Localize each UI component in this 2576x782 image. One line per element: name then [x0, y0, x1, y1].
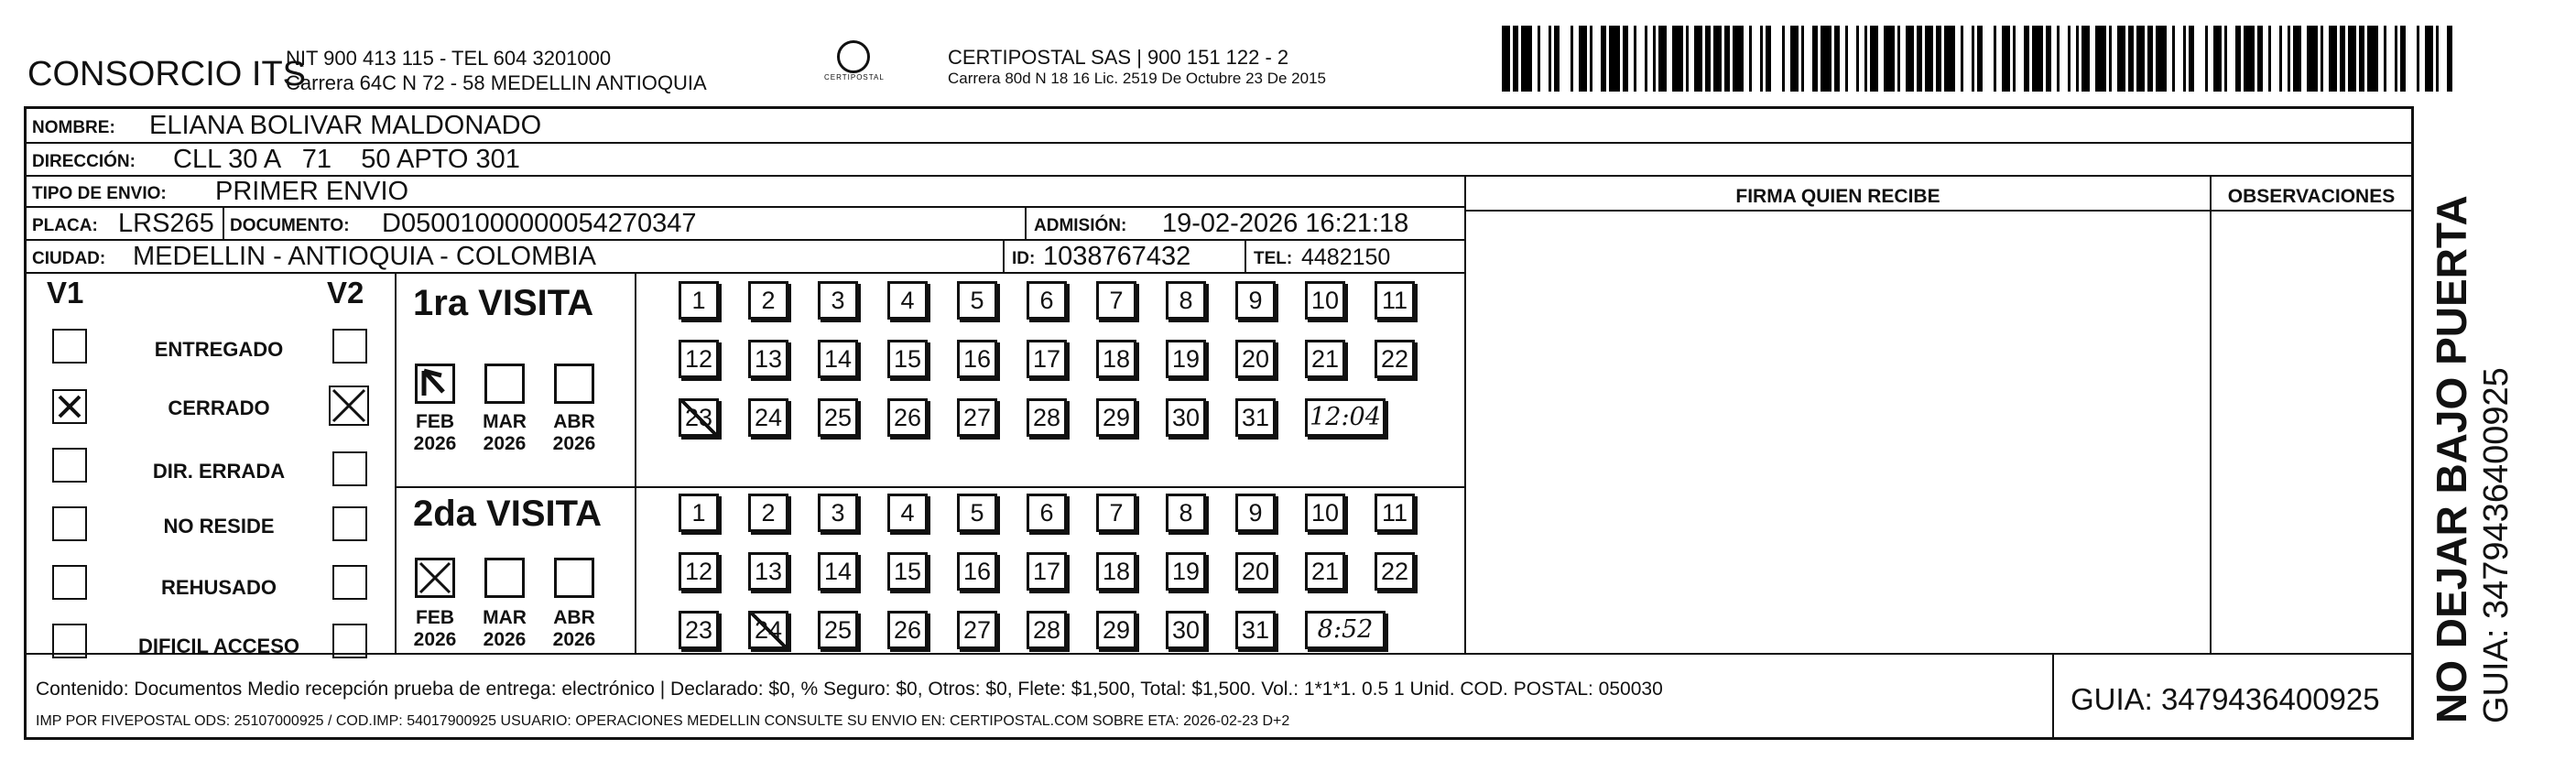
day-box-10[interactable]: 10 [1305, 281, 1345, 320]
barcode-bar [1540, 26, 1549, 92]
admision-label: ADMISIÓN: [1034, 216, 1127, 235]
month-name: FEB [416, 607, 454, 628]
barcode-bar [1694, 26, 1702, 92]
barcode-bar [1804, 26, 1812, 92]
nit-line: NIT 900 413 115 - TEL 604 3201000 [286, 47, 612, 70]
barcode-bar [1609, 26, 1620, 92]
day-box-10[interactable]: 10 [1305, 494, 1345, 532]
company-name: CONSORCIO ITS [27, 55, 307, 93]
v2-rehusado-checkbox[interactable] [332, 565, 367, 600]
day-box-24[interactable]: 24 [748, 398, 788, 437]
day-box-25[interactable]: 25 [818, 398, 858, 437]
nombre-value: ELIANA BOLIVAR MALDONADO [149, 111, 542, 140]
barcode-bar [1502, 26, 1510, 92]
visit-left-border [395, 274, 397, 653]
direccion-row [27, 144, 2411, 177]
x-mark-icon [331, 387, 367, 424]
month-feb-box[interactable] [415, 364, 455, 404]
tel-value: 4482150 [1301, 244, 1391, 270]
logo-caption: CERTIPOSTAL [824, 73, 885, 81]
placa-label: PLACA: [32, 216, 98, 235]
barcode-bar [2032, 26, 2043, 92]
barcode-bar [1821, 26, 1831, 92]
day-box-31[interactable]: 31 [1235, 611, 1276, 649]
certipostal-logo [824, 40, 883, 90]
day-box-7[interactable]: 7 [1096, 281, 1136, 320]
day-box-21[interactable]: 21 [1305, 552, 1345, 591]
barcode-bar [2244, 26, 2255, 92]
tipo-label: TIPO DE ENVIO: [32, 184, 167, 203]
day-box-16[interactable]: 16 [957, 552, 997, 591]
day-box-25[interactable]: 25 [818, 611, 858, 649]
day-box-17[interactable]: 17 [1027, 340, 1067, 378]
documento-value: D05001000000054270347 [382, 209, 697, 238]
day-box-19[interactable]: 19 [1166, 552, 1206, 591]
day-box-14[interactable]: 14 [818, 552, 858, 591]
divider [223, 208, 224, 239]
v2-cerrado-checkbox[interactable] [329, 386, 369, 426]
barcode-bar [2271, 26, 2279, 92]
day-box-13[interactable]: 13 [748, 340, 788, 378]
divider [1003, 241, 1005, 272]
tipo-row [27, 177, 1464, 208]
handwritten-time: 8:52 [1305, 611, 1386, 649]
day-box-11[interactable]: 11 [1375, 281, 1415, 320]
barcode-bar [2452, 26, 2455, 92]
status-dir-errada: DIR. ERRADA [152, 460, 286, 483]
month-label [547, 411, 602, 455]
day-box-15[interactable]: 15 [887, 552, 928, 591]
barcode-bar [1592, 26, 1601, 92]
barcode-bar [2095, 26, 2106, 92]
barcode-bar [2439, 26, 2447, 92]
x-mark-icon [54, 391, 85, 422]
guia-box-border [2052, 655, 2054, 737]
day-box-15[interactable]: 15 [887, 340, 928, 378]
day-box-8[interactable]: 8 [1166, 281, 1206, 320]
courier-address: Carrera 80d N 18 16 Lic. 2519 De Octubre 23 De 2015 [948, 70, 1326, 87]
barcode-bar [1672, 26, 1683, 92]
barcode-bar [2213, 26, 2222, 92]
barcode-bar [2348, 26, 2356, 92]
day-box-12[interactable]: 12 [679, 340, 719, 378]
day-box-1[interactable]: 1 [679, 494, 719, 532]
ciudad-label: CIUDAD: [32, 249, 106, 268]
barcode-bar [2060, 26, 2068, 92]
barcode-bar [2136, 26, 2145, 92]
ciudad-value: MEDELLIN - ANTIOQUIA - COLOMBIA [133, 242, 596, 271]
footer-guia: GUIA: 3479436400925 [2071, 682, 2380, 716]
barcode-bar [2156, 26, 2167, 92]
direccion-label: DIRECCIÓN: [32, 152, 136, 171]
barcode-bar [1521, 26, 1532, 92]
month-year: 2026 [483, 433, 527, 454]
barcode-bar [1790, 26, 1799, 92]
handwritten-time: 12:04 [1305, 398, 1386, 437]
day-box-13[interactable]: 13 [748, 552, 788, 591]
courier-info [948, 46, 1326, 88]
nombre-row [27, 109, 2411, 144]
v1-rehusado-checkbox[interactable] [52, 565, 87, 600]
day-box-21[interactable]: 21 [1305, 340, 1345, 378]
month-label [408, 411, 462, 455]
day-box-5[interactable]: 5 [957, 494, 997, 532]
day-box-3[interactable]: 3 [818, 281, 858, 320]
month-abr-box[interactable] [554, 558, 594, 598]
divider [1245, 241, 1246, 272]
day-box-6[interactable]: 6 [1027, 494, 1067, 532]
v1-dir-errada-checkbox[interactable] [52, 448, 87, 483]
tel-label: TEL: [1254, 249, 1293, 268]
barcode-bar [1983, 26, 1994, 92]
day-box-17[interactable]: 17 [1027, 552, 1067, 591]
day-box-22[interactable]: 22 [1375, 552, 1415, 591]
v1-cerrado-checkbox[interactable] [52, 389, 87, 424]
month-abr-box[interactable] [554, 364, 594, 404]
month-feb-box[interactable] [415, 558, 455, 598]
month-mar-box[interactable] [484, 364, 525, 404]
documento-label: DOCUMENTO: [230, 216, 350, 235]
v1-entregado-checkbox[interactable] [52, 329, 87, 364]
side-guia: GUIA: 3479436400925 [2477, 367, 2516, 723]
barcode-bar [2307, 26, 2318, 92]
cursor-mark-icon [418, 366, 452, 401]
day-box-5[interactable]: 5 [957, 281, 997, 320]
barcode-bar [2081, 26, 2090, 92]
month-name: MAR [483, 411, 527, 432]
barcode-bar [1579, 26, 1587, 92]
day-box-20[interactable]: 20 [1235, 552, 1276, 591]
admision-value: 19-02-2026 16:21:18 [1162, 209, 1409, 238]
footer-content-line: Contenido: Documentos Medio recepción prueba de entrega: electrónico | Declarado: $0, % Seguro: $0, Otros: $0, Flete: $1,500, Total: $1,500. Vol.: 1*1*1. 0.5 1 Unid. COD. POSTAL: 050030 [36, 679, 1663, 700]
month-mar-box[interactable] [484, 558, 525, 598]
month-name: ABR [553, 411, 595, 432]
day-box-30[interactable]: 30 [1166, 398, 1206, 437]
day-box-22[interactable]: 22 [1375, 340, 1415, 378]
company-info [286, 46, 707, 95]
ciudad-row [27, 241, 1464, 274]
direccion-value: CLL 30 A 71 50 APTO 301 [173, 145, 520, 174]
barcode-bar [2386, 26, 2395, 92]
barcode-bar [2194, 26, 2205, 92]
v1-no-reside-checkbox[interactable] [52, 506, 87, 541]
side-headline: NO DEJAR BAJO PUERTA [2428, 195, 2475, 723]
day-box-9[interactable]: 9 [1235, 494, 1276, 532]
address-line: Carrera 64C N 72 - 58 MEDELLIN ANTIOQUIA [286, 71, 707, 94]
day-box-31[interactable]: 31 [1235, 398, 1276, 437]
status-dificil-acceso: DIFICIL ACCESO [137, 635, 299, 657]
day-box-1[interactable]: 1 [679, 281, 719, 320]
day-box-27[interactable]: 27 [957, 611, 997, 649]
status-cerrado: CERRADO [168, 396, 270, 419]
status-entregado: ENTREGADO [154, 338, 284, 361]
day-box-27[interactable]: 27 [957, 398, 997, 437]
day-box-7[interactable]: 7 [1096, 494, 1136, 532]
firma-header: FIRMA QUIEN RECIBE [1735, 186, 1940, 207]
barcode-bar [1658, 26, 1667, 92]
nombre-label: NOMBRE: [32, 118, 115, 137]
barcode-bar [1944, 26, 1955, 92]
barcode-bar [2175, 26, 2183, 92]
barcode-bar [1560, 26, 1571, 92]
v2-header: V2 [327, 276, 364, 310]
id-label: ID: [1012, 249, 1036, 268]
barcode-bar [2329, 26, 2337, 92]
barcode-bar [2406, 26, 2417, 92]
day-box-30[interactable]: 30 [1166, 611, 1206, 649]
observaciones-header: OBSERVACIONES [2227, 186, 2396, 207]
month-label [408, 607, 462, 651]
visit-separator [395, 486, 1464, 488]
footer-print-line: IMP POR FIVEPOSTAL ODS: 25107000925 / COD.IMP: 54017900925 USUARIO: OPERACIONES MEDELLIN CONSULTE SU ENVIO EN: CERTIPOSTAL.COM SOBRE ETA: 2026-02-23 D+2 [36, 713, 1290, 729]
second-visit-title: 2da VISITA [413, 494, 602, 534]
day-box-23[interactable]: 23 [679, 398, 719, 437]
v2-dir-errada-checkbox[interactable] [332, 451, 367, 486]
barcode-bar [1906, 26, 1914, 92]
day-box-2[interactable]: 2 [748, 281, 788, 320]
divider [1025, 208, 1027, 239]
firma-header-line [1464, 210, 2411, 212]
barcode-bar [2425, 26, 2433, 92]
month-year: 2026 [413, 433, 457, 454]
barcode-bar [1848, 26, 1856, 92]
day-box-28[interactable]: 28 [1027, 611, 1067, 649]
tipo-value: PRIMER ENVIO [215, 177, 409, 206]
placa-value: LRS265 [118, 209, 214, 238]
day-box-2[interactable]: 2 [748, 494, 788, 532]
x-mark-icon [418, 560, 452, 595]
barcode-bar [2016, 26, 2024, 92]
barcode-bar [1870, 26, 1878, 92]
v1-header: V1 [47, 276, 84, 310]
barcode-bar [2227, 26, 2235, 92]
day-box-8[interactable]: 8 [1166, 494, 1206, 532]
day-box-3[interactable]: 3 [818, 494, 858, 532]
barcode-bar [1925, 26, 1933, 92]
barcode-bar [2293, 26, 2301, 92]
barcode-bar [1884, 26, 1895, 92]
day-box-11[interactable]: 11 [1375, 494, 1415, 532]
month-name: FEB [416, 411, 454, 432]
v2-entregado-checkbox[interactable] [332, 329, 367, 364]
day-box-29[interactable]: 29 [1096, 398, 1136, 437]
day-box-19[interactable]: 19 [1166, 340, 1206, 378]
day-box-29[interactable]: 29 [1096, 611, 1136, 649]
barcode-bar [1733, 26, 1744, 92]
day-box-12[interactable]: 12 [679, 552, 719, 591]
id-value: 1038767432 [1043, 242, 1191, 271]
day-box-9[interactable]: 9 [1235, 281, 1276, 320]
side-notice [2427, 195, 2516, 723]
observaciones-left-border [2210, 177, 2212, 653]
month-year: 2026 [413, 629, 457, 650]
day-box-16[interactable]: 16 [957, 340, 997, 378]
month-year: 2026 [552, 629, 596, 650]
status-no-reside: NO RESIDE [163, 515, 275, 538]
barcode-bar [2002, 26, 2010, 92]
month-label [477, 607, 532, 651]
month-label [477, 411, 532, 455]
barcode-bar [2117, 26, 2125, 92]
day-box-4[interactable]: 4 [887, 281, 928, 320]
barcode-bar [2367, 26, 2378, 92]
barcode-bar [1713, 26, 1722, 92]
day-box-20[interactable]: 20 [1235, 340, 1276, 378]
placa-row [27, 208, 1464, 241]
visit-days-border [635, 274, 636, 653]
day-box-4[interactable]: 4 [887, 494, 928, 532]
label-frame [24, 106, 2414, 740]
day-box-26[interactable]: 26 [887, 611, 928, 649]
v2-no-reside-checkbox[interactable] [332, 506, 367, 541]
firma-left-border [1464, 177, 1466, 653]
day-box-23[interactable]: 23 [679, 611, 719, 649]
day-box-6[interactable]: 6 [1027, 281, 1067, 320]
month-year: 2026 [483, 629, 527, 650]
barcode-bar [1963, 26, 1972, 92]
barcode-bar [1771, 26, 1782, 92]
status-rehusado: REHUSADO [161, 576, 277, 599]
barcode-bar [1752, 26, 1760, 92]
month-year: 2026 [552, 433, 596, 454]
first-visit-title: 1ra VISITA [413, 283, 594, 323]
day-box-18[interactable]: 18 [1096, 340, 1136, 378]
courier-line: CERTIPOSTAL SAS | 900 151 122 - 2 [948, 46, 1289, 69]
day-box-26[interactable]: 26 [887, 398, 928, 437]
day-box-24[interactable]: 24 [748, 611, 788, 649]
day-box-28[interactable]: 28 [1027, 398, 1067, 437]
day-box-18[interactable]: 18 [1096, 552, 1136, 591]
barcode-bar [1636, 26, 1645, 92]
barcode [1502, 26, 2463, 92]
month-name: MAR [483, 607, 527, 628]
day-box-14[interactable]: 14 [818, 340, 858, 378]
month-name: ABR [553, 607, 595, 628]
logo-icon [837, 40, 870, 73]
month-label [547, 607, 602, 651]
